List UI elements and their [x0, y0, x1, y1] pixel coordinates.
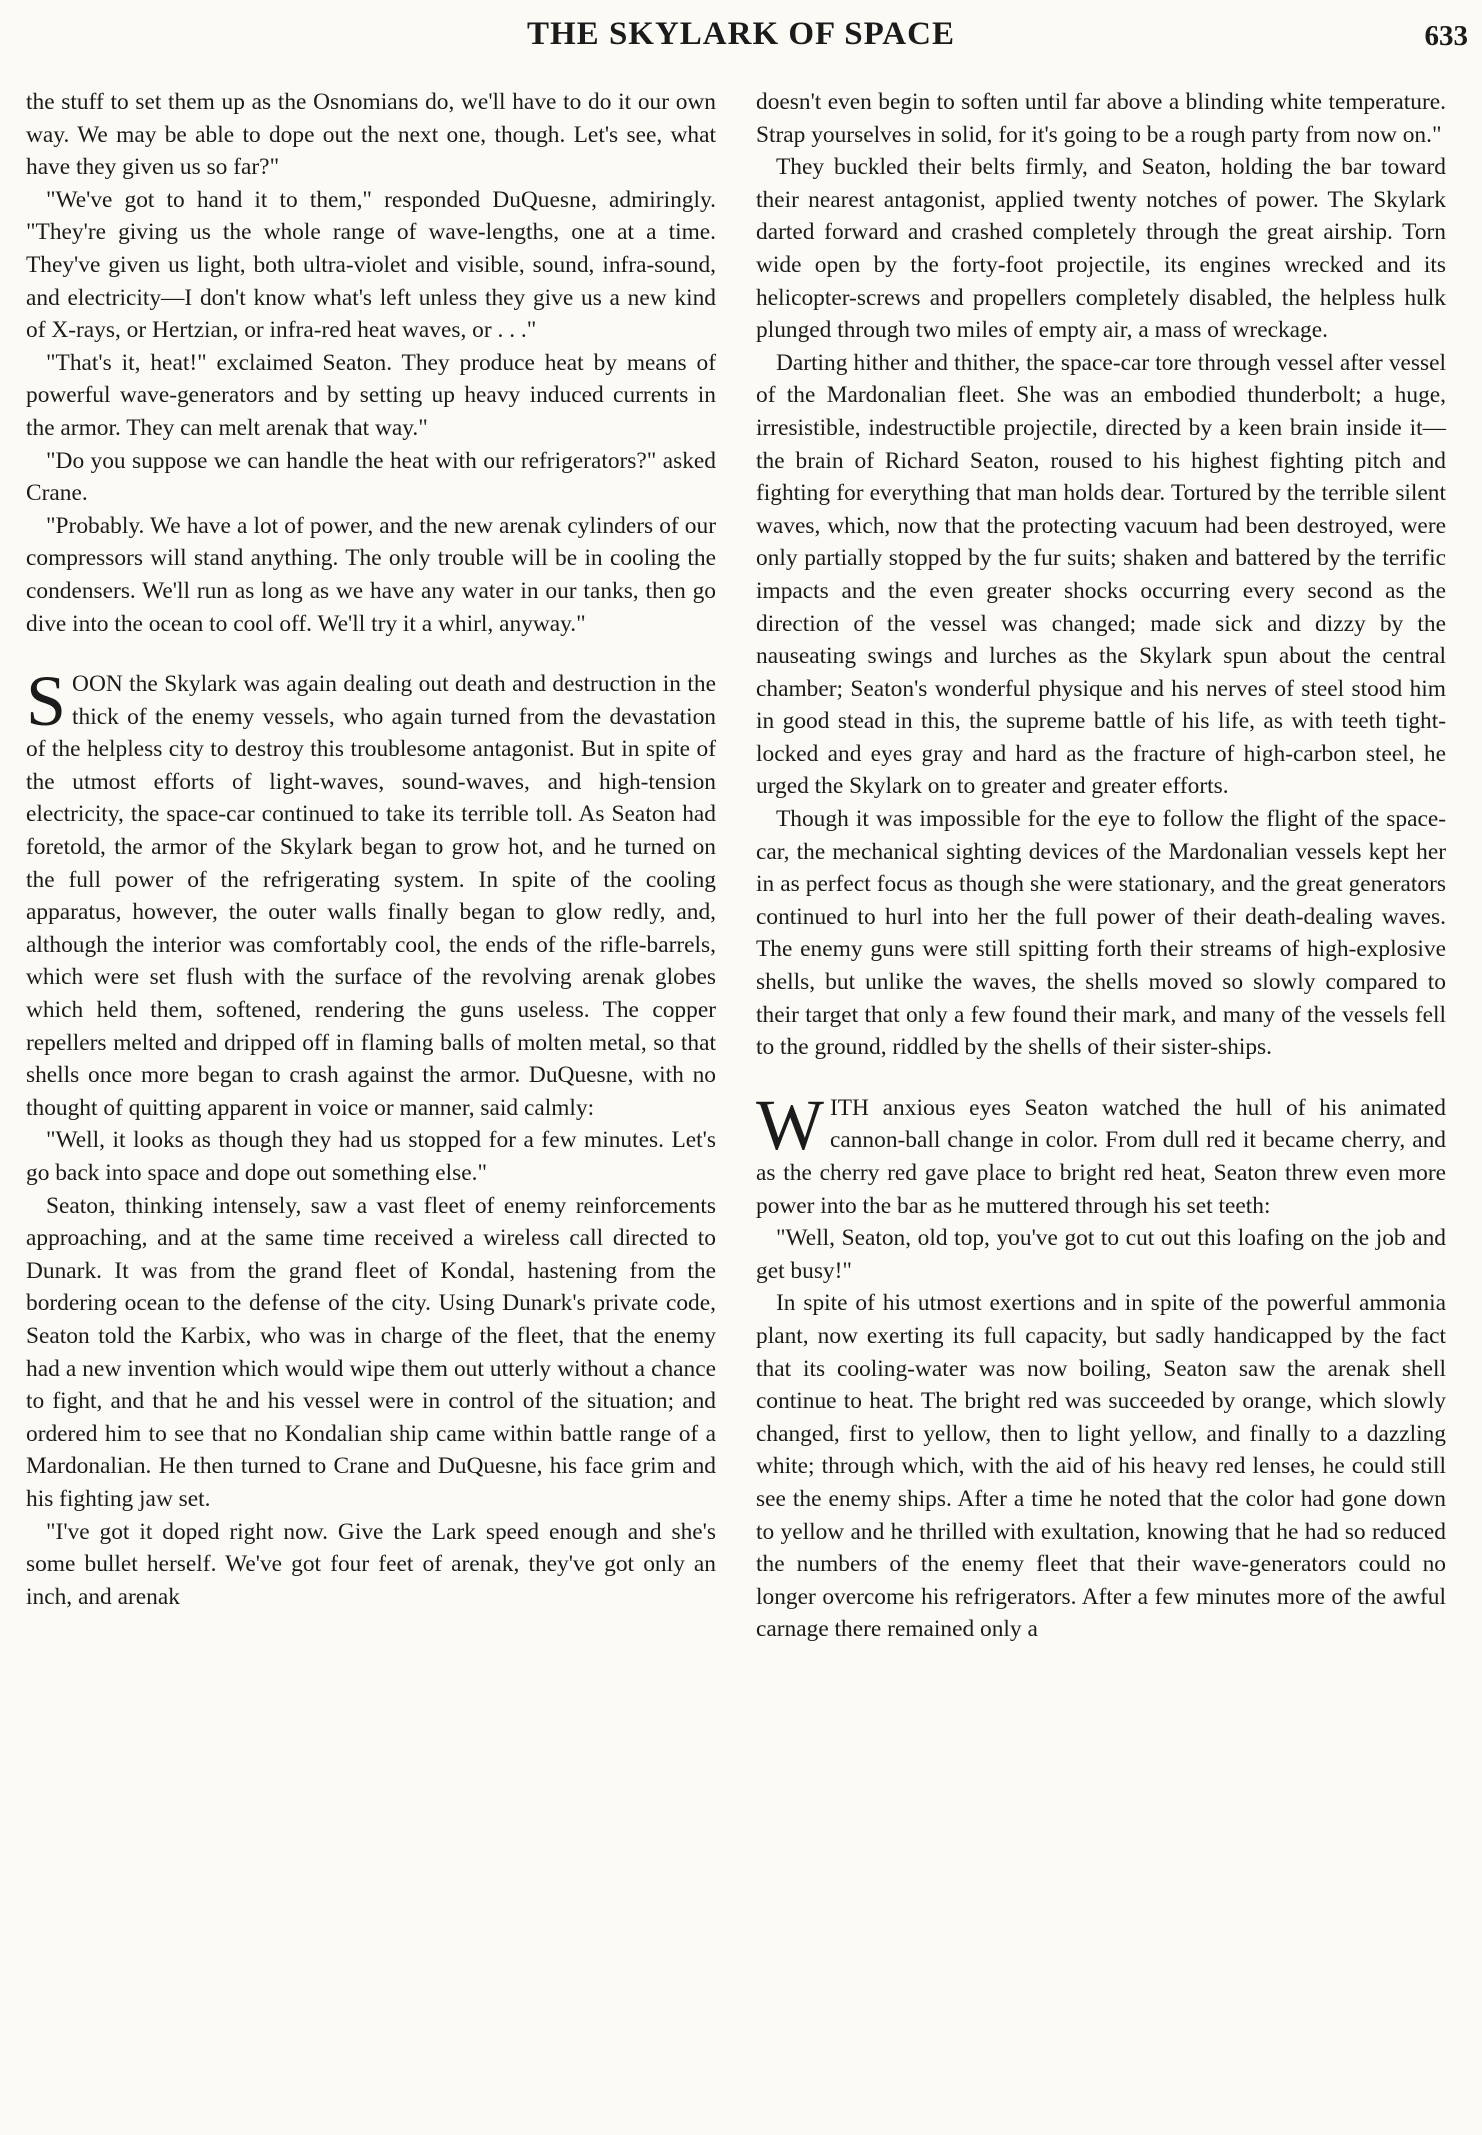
- paragraph: "Probably. We have a lot of power, and the new arenak cylinders of our compressors will stand anything. The only trouble will be in cooling the condensers. We'll run as long as we have any water in our tanks, then go dive into the ocean to cool off. We'll try it a whirl, anyway.": [26, 512, 716, 637]
- paragraph: Though it was impossible for the eye to follow the flight of the space-car, the mechanical sighting devices of the Mardonalian vessels kept her in as perfect focus as though she were stationary, and the great generators continued to hurl into her the full power of their death-dealing waves. The enemy guns were still spitting forth their streams of high-explosive shells, but unlike the waves, the shells moved so slowly compared to their target that only a few found their mark, and many of the vessels fell to the ground, riddled by the shells of their sister-ships.: [756, 806, 1446, 1061]
- paragraph: "Do you suppose we can handle the heat with our refrigerators?" asked Crane.: [26, 447, 716, 507]
- paragraph: "That's it, heat!" exclaimed Seaton. They produce heat by means of powerful wave-generators and by setting up heavy induced currents in the armor. They can melt arenak that way.": [26, 349, 716, 441]
- paragraph-text: OON the Skylark was again dealing out death and destruction in the thick of the enemy vessels, who again turned from the devastation of the helpless city to destroy this troublesome antagonist. But in spite of the utmost efforts of light-waves, sound-waves, and high-tension electricity, the space-car continued to take its terrible toll. As Seaton had foretold, the armor of the Skylark began to grow hot, and he turned on the full power of the refrigerating system. In spite of the cooling apparatus, however, the outer walls finally began to glow redly, and, although the interior was comfortably cool, the ends of the rifle-barrels, which were set flush with the surface of the revolving arenak globes which held them, softened, rendering the guns useless. The copper repellers melted and dripped off in flaming balls of molten metal, so that shells once more began to crash against the armor. DuQuesne, with no thought of quitting apparent in voice or manner, said calmly:: [26, 671, 716, 1121]
- paragraph: "I've got it doped right now. Give the Lark speed enough and she's some bullet herself. We've got four feet of arenak, they've got only an inch, and arenak: [26, 1518, 716, 1610]
- running-title: THE SKYLARK OF SPACE: [527, 16, 955, 52]
- drop-cap: S: [26, 661, 67, 742]
- paragraph: They buckled their belts firmly, and Seaton, holding the bar toward their nearest antagonist, applied twenty notches of power. The Skylark darted forward and crashed completely through the great airship. Torn wide open by the forty-foot projectile, its engines wrecked and its helicopter-screws and propellers completely disabled, the helpless hulk plunged through two miles of empty air, a mass of wreckage.: [756, 154, 1446, 344]
- page-number: 633: [1424, 20, 1468, 52]
- drop-cap: W: [756, 1084, 824, 1165]
- section-paragraph: [26, 661, 716, 1124]
- paragraph: the stuff to set them up as the Osnomians do, we'll have to do it our own way. We may be able to dope out the next one, though. Let's see, what have they given us so far?": [26, 89, 716, 181]
- paragraph: "We've got to hand it to them," responded DuQuesne, admiringly. "They're giving us the whole range of wave-lengths, one at a time. They've given us light, both ultra-violet and visible, sound, infra-sound, and electricity—I don't know what's left unless they give us a new kind of X-rays, or Hertzian, or infra-red heat waves, or . . .": [26, 186, 716, 344]
- paragraph: doesn't even begin to soften until far above a blinding white temperature. Strap yourselves in solid, for it's going to be a rough party from now on.": [756, 89, 1446, 148]
- page-header: [0, 0, 1482, 62]
- paragraph: In spite of his utmost exertions and in spite of the powerful ammonia plant, now exerting its full capacity, but sadly handicapped by the fact that its cooling-water was now boiling, Seaton saw the arenak shell continue to heat. The bright red was succeeded by orange, which slowly changed, first to yellow, then to light yellow, and finally to a dazzling white; through which, with the aid of his heavy red lenses, he could still see the enemy ships. After a time he noted that the color had gone down to yellow and he thrilled with exultation, knowing that he had so reduced the numbers of the enemy fleet that their wave-generators could no longer overcome his refrigerators. After a few minutes more of the awful carnage there remained only a: [756, 1290, 1446, 1643]
- paragraph: Darting hither and thither, the space-car tore through vessel after vessel of the Mardonalian fleet. She was an embodied thunderbolt; a huge, irresistible, indestructible projectile, directed by a keen brain inside it—the brain of Richard Seaton, roused to his highest fighting pitch and fighting for everything that man holds dear. Tortured by the terrible silent waves, which, now that the protecting vacuum had been destroyed, were only partially stopped by the fur suits; shaken and battered by the terrific impacts and the even greater shocks occurring every second as the direction of the vessel was changed; made sick and dizzy by the nauseating swings and lurches as the Skylark spun about the central chamber; Seaton's wonderful physique and his nerves of steel stood him in good stead in this, the supreme battle of his life, as with teeth tight-locked and eyes gray and hard as the fracture of high-carbon steel, he urged the Skylark on to greater and greater efforts.: [756, 349, 1446, 800]
- paragraph: "Well, it looks as though they had us stopped for a few minutes. Let's go back into space and dope out something else.": [26, 1127, 716, 1186]
- section-paragraph: [756, 1084, 1446, 1222]
- paragraph: Seaton, thinking intensely, saw a vast fleet of enemy reinforcements approaching, and at the same time received a wireless call directed to Dunark. It was from the grand fleet of Kondal, hastening from the bordering ocean to the defense of the city. Using Dunark's private code, Seaton told the Karbix, who was in charge of the fleet, that the enemy had a new invention which would wipe them out utterly without a chance to fight, and that he and his vessel were in control of the situation; and ordered him to see that no Kondalian ship came within battle range of a Mardonalian. He then turned to Crane and DuQuesne, his face grim and his fighting jaw set.: [26, 1192, 716, 1512]
- paragraph-text: ITH anxious eyes Seaton watched the hull of his animated cannon-ball change in color. From dull red it became cherry, and as the cherry red gave place to bright red heat, Seaton threw even more power into the bar as he muttered through his set teeth:: [756, 1094, 1446, 1219]
- right-column: [756, 86, 1446, 1646]
- paragraph: "Well, Seaton, old top, you've got to cut out this loafing on the job and get busy!": [756, 1225, 1446, 1284]
- left-column: [26, 86, 716, 1613]
